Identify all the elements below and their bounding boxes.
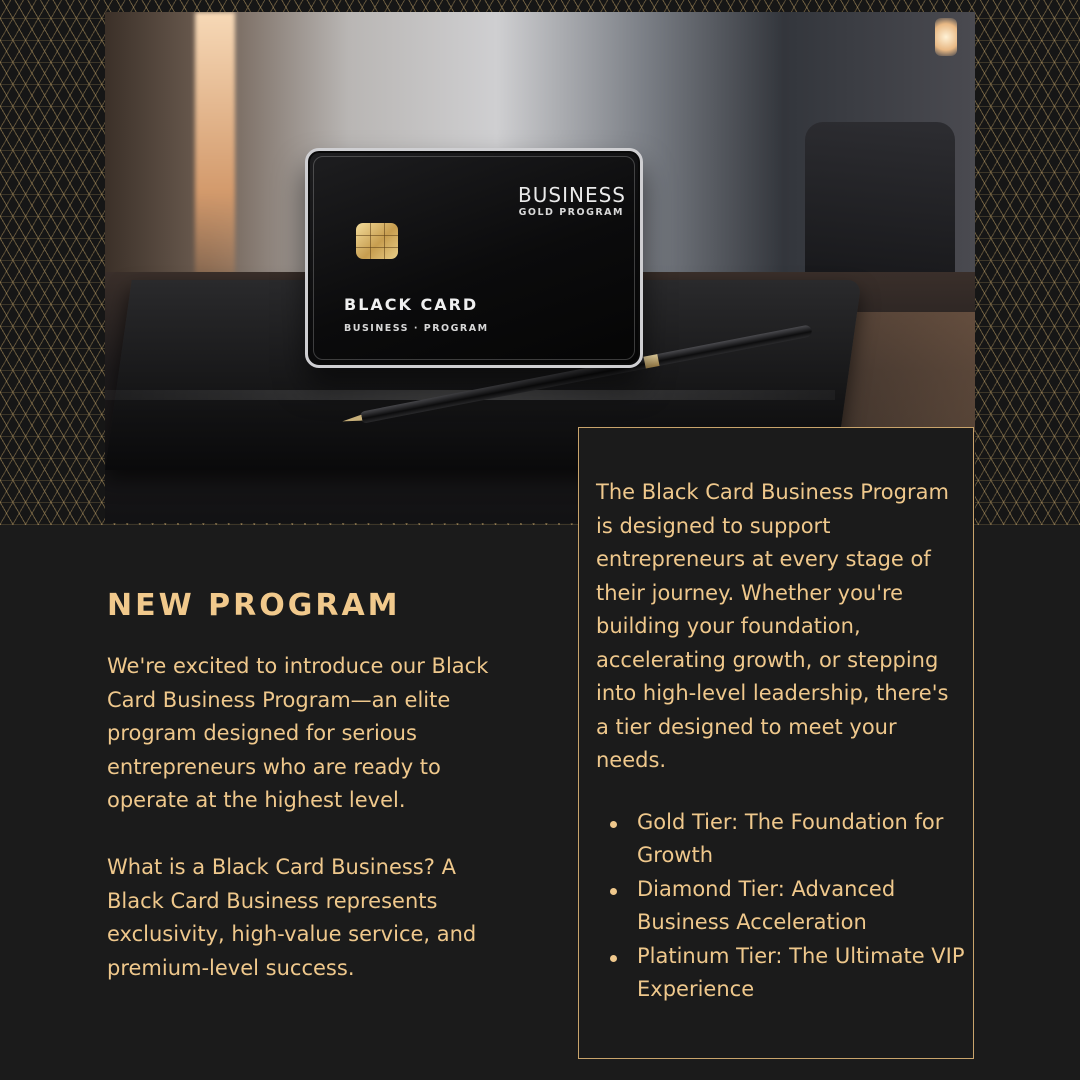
description-paragraph: The Black Card Business Program is designed to support entrepreneurs at every stage of their journey. Whether you're building your foundation, accelerating growth, or stepping into high-level leadership, there's a tier designed to meet your needs.: [596, 480, 949, 772]
program-info-box: [578, 427, 974, 1059]
tier-list: [596, 806, 966, 1007]
left-column: [107, 650, 507, 985]
bullet-icon: [610, 955, 617, 962]
intro-paragraph: We're excited to introduce our Black Card Business Program—an elite program designed for serious entrepreneurs who are ready to operate at the highest level.: [107, 654, 489, 812]
wall-light: [195, 12, 235, 312]
tier-label-gold: Gold Tier: The Foundation for Growth: [637, 809, 944, 867]
card-title: BLACK CARD: [344, 295, 479, 314]
card-subtitle: GOLD PROGRAM: [518, 207, 624, 218]
definition-paragraph: What is a Black Card Business? A Black Card Business represents exclusivity, high-value service, and premium-level success.: [107, 855, 477, 980]
card-chip-icon: [356, 223, 398, 259]
black-card: [305, 148, 643, 368]
list-item: [596, 940, 966, 1007]
card-tagline: BUSINESS · PROGRAM: [344, 323, 489, 334]
bullet-icon: [610, 888, 617, 895]
tier-label-platinum: Platinum Tier: The Ultimate VIP Experience: [637, 943, 965, 1001]
list-item: [596, 873, 966, 940]
card-brand: BUSINESS: [518, 183, 626, 207]
tier-label-diamond: Diamond Tier: Advanced Business Acceleration: [637, 876, 896, 934]
right-column: [596, 476, 966, 1007]
list-item: [596, 806, 966, 873]
bullet-icon: [610, 821, 617, 828]
page-title: NEW PROGRAM: [107, 588, 401, 623]
lamp-glow: [935, 18, 957, 56]
